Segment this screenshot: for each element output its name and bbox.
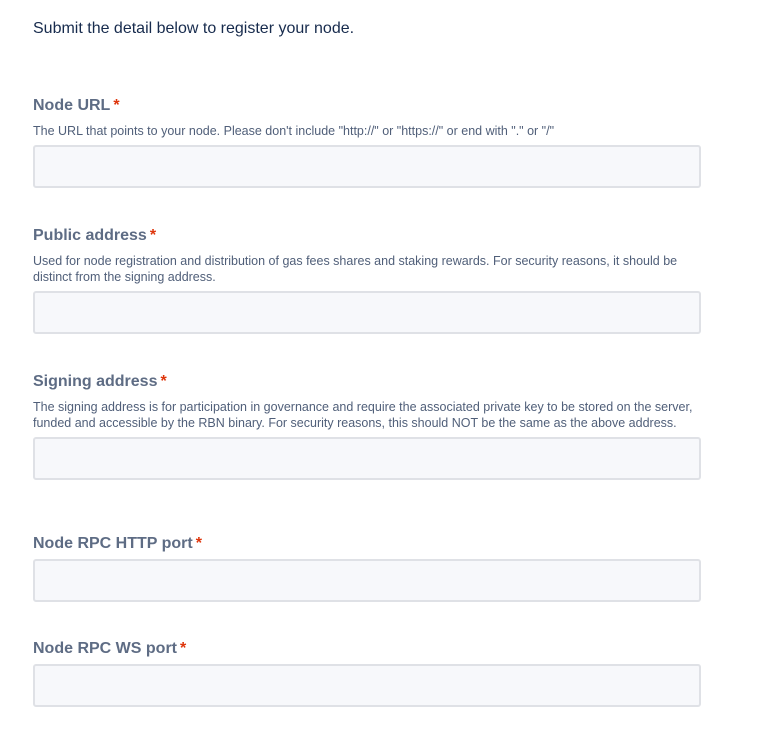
public-address-description: Used for node registration and distribution of gas fees shares and staking rewards. For security reasons, it should be distinct from the signing address. [33, 254, 678, 284]
required-marker: * [113, 97, 120, 114]
rpc-http-port-field [33, 534, 701, 602]
rpc-ws-port-label [33, 639, 701, 659]
public-address-field [33, 226, 701, 334]
signing-address-description: The signing address is for participation in governance and require the associated private key to be stored on the server, funded and accessible by the RBN binary. For security reasons, this should NOT be the same as the above address. [33, 400, 693, 430]
node-url-input[interactable] [33, 145, 701, 188]
signing-address-field [33, 372, 701, 480]
node-url-label-text: Node URL [33, 97, 111, 114]
intro-text: Submit the detail below to register your node. [33, 20, 355, 37]
public-address-input[interactable] [33, 291, 701, 334]
required-marker: * [149, 227, 157, 244]
rpc-http-port-label-text: Node RPC HTTP port [33, 535, 193, 552]
rpc-http-port-input[interactable] [33, 559, 701, 602]
signing-address-label [33, 372, 701, 392]
rpc-http-port-label [33, 534, 701, 554]
rpc-ws-port-label-text: Node RPC WS port [33, 640, 177, 657]
public-address-label-text: Public address [33, 227, 147, 244]
public-address-label [33, 226, 701, 246]
signing-address-input[interactable] [33, 437, 701, 480]
rpc-ws-port-field [33, 639, 701, 707]
node-url-label [33, 96, 701, 116]
node-url-description: The URL that points to your node. Please don't include "http://" or "https://" or end with "." or "/" [33, 124, 555, 138]
rpc-ws-port-input[interactable] [33, 664, 701, 707]
signing-address-label-text: Signing address [33, 373, 158, 390]
node-url-field [33, 96, 701, 188]
required-marker: * [160, 373, 167, 390]
required-marker: * [195, 535, 202, 552]
required-marker: * [180, 640, 187, 657]
